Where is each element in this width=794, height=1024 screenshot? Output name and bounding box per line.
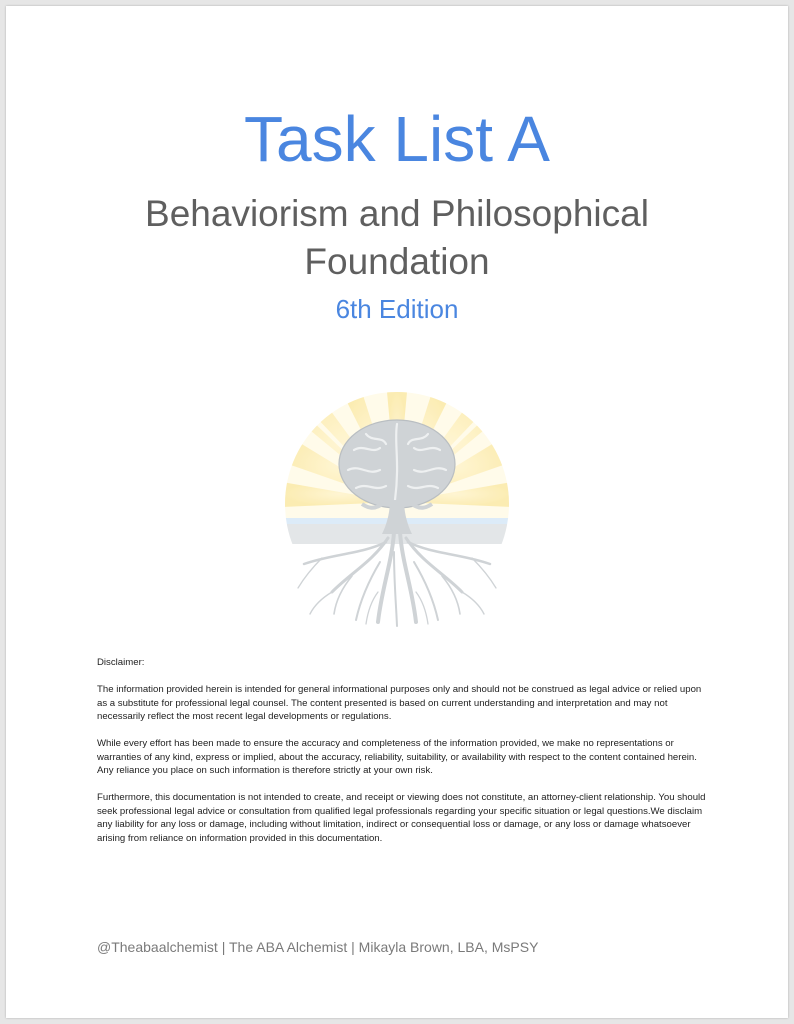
disclaimer-paragraph-1: The information provided herein is intended for general informational purposes only and should not be construed as legal advice or relied upon as a substitute for professional legal counsel. The content presented is based on current understanding and interpretation and may not necessarily reflect the most recent legal developments or regulations.	[97, 684, 702, 722]
document-page	[6, 6, 788, 1018]
footer-credit: @Theabaalchemist | The ABA Alchemist | Mikayla Brown, LBA, MsPSY	[97, 939, 539, 955]
disclaimer-heading: Disclaimer:	[97, 657, 145, 668]
page-title: Task List A	[244, 103, 550, 175]
disclaimer-paragraph-3: Furthermore, this documentation is not intended to create, and receipt or viewing does not constitute, an attorney-client relationship. You should seek professional legal advice or consultation from qualified legal professionals regarding your specific situation or legal questions.We disclaim any liability for any loss or damage, including without limitation, indirect or consequential loss or damage, or any loss or damage whatsoever arising from reliance on information provided in this documentation.	[97, 792, 706, 844]
page-subtitle: Behaviorism and Philosophical Foundation	[145, 193, 649, 282]
disclaimer-section	[97, 656, 707, 859]
brain-tree-roots-logo-icon	[282, 392, 512, 628]
disclaimer-paragraph-2: While every effort has been made to ensure the accuracy and completeness of the information provided, we make no representations or warranties of any kind, express or implied, about the accuracy, reliability, suitability, or availability with respect to the content contained herein. Any reliance you place on such information is therefore strictly at your own risk.	[97, 738, 697, 776]
edition-label: 6th Edition	[335, 294, 459, 324]
